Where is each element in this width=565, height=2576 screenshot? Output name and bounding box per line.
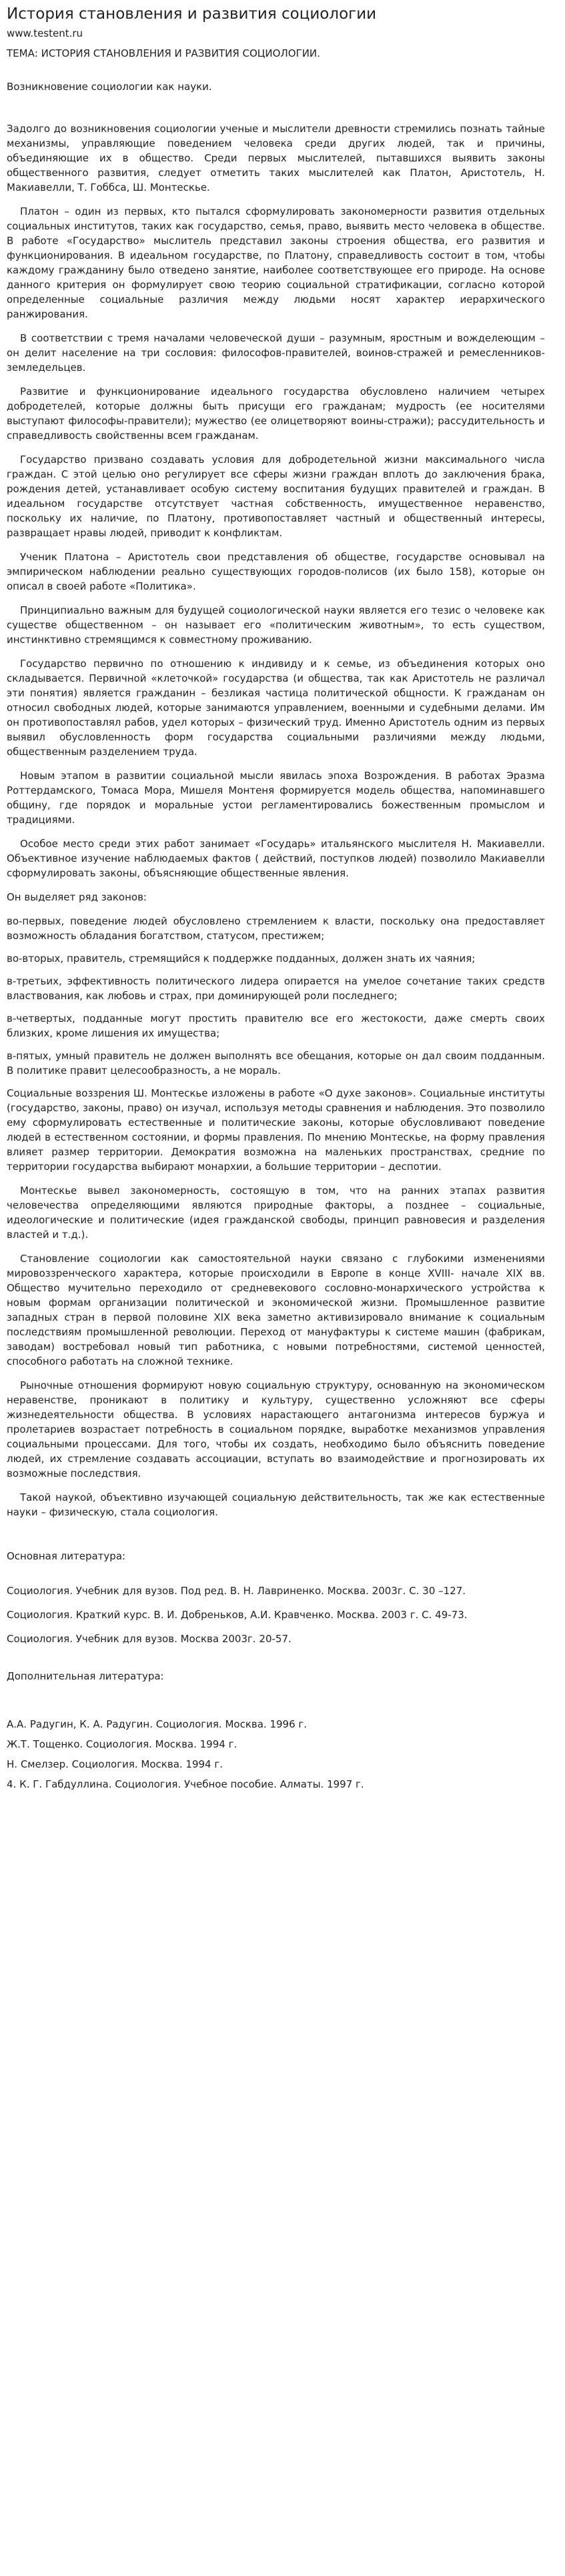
paragraph-thesis: Принципиально важным для будущей социологической науки является его тезис о человеке как существе общественном – он называет его «политическим животным», то есть существом, инстинктивно стремящимся к совместному проживанию. [7, 604, 545, 646]
additional-literature-item: А.А. Радугин, К. А. Радугин. Социология. Москва. 1996 г. [7, 1718, 308, 1730]
law-item: в-четвертых, подданные могут простить правителю все его жестокости, даже смерть своих близких, кроме лишения их имущества; [7, 1013, 545, 1039]
paragraph-citizen: Государство первично по отношению к индивиду и к семье, из объединения которых оно складывается. Первичной «клеточкой» государства (и общества, так как Аристотель не различал эти понятия) является гражданин – безликая частица политической общности. К гражданам он относил свободных людей, которые занимаются управлением, военными и судебными делами. Им он противопоставлял рабов, удел которых – физический труд. Именно Аристотель одним из первых выявил обусловленность форм государства социальными различиями между людьми, общественным разделением труда. [7, 658, 545, 758]
paragraph-virtues: Развитие и функционирование идеального государства обусловлено наличием четырех добродетелей, которые должны быть присущи его гражданам; мудрость (ее носителями выступают философы-правители); мужество (ее олицетворяют воины-стражи); рассудительность и справедливость свойственны всем гражданам. [7, 386, 545, 442]
literature-heading: Основная литература: [7, 1550, 126, 1562]
paragraph-montesquieu: Социальные воззрения Ш. Монтескье изложены в работе «О духе законов». Социальные институты (государство, законы, право) он изучал, используя методы сравнения и наблюдения. Это позволило ему сформулировать естественные и политические законы, которые обусловливают поведение людей в естественном состоянии, и формы правления. По мнению Монтескье, на форму правления влияет размер территории. Демократия возможна на маленьких пространствах, средние по территории государства выбирают монархии, а большие территории – деспотии. [7, 1087, 545, 1173]
paragraph-conclusion: Такой наукой, объективно изучающей социальную действительность, так же как естественные науки – физическую, стала социология. [7, 1491, 545, 1518]
law-item: во-первых, поведение людей обусловлено стремлением к власти, поскольку она предоставляет возможность обладания богатством, статусом, престижем; [7, 915, 545, 942]
section-heading: Возникновение социологии как науки. [7, 81, 212, 93]
paragraph-intro: Задолго до возникновения социологии ученые и мыслители древности стремились познать тайные механизмы, управляющие поведением человека среди других людей, так и причины, объединяющие их в общество. Среди первых мыслителей, пытавшихся выявить законы общественного развития, следует отметить таких мыслителей как Платон, Аристотель, Н. Макиавелли, Т. Гоббса, Ш. Монтескье. [7, 123, 545, 193]
paragraph-renaissance: Новым этапом в развитии социальной мысли явилась эпоха Возрождения. В работах Эразма Роттердамского, Томаса Мора, Мишеля Монтеня формируется модель общества, напоминавшего общину, где порядок и моральные устои регламентировались божественным промыслом и традициями. [7, 770, 545, 826]
literature-item: Социология. Учебник для вузов. Под ред. В. Н. Лавриненко. Москва. 2003г. С. 30 –127. [7, 1585, 466, 1597]
paragraph-aristotle: Ученик Платона – Аристотель свои представления об обществе, государстве основывал на эмпирическом наблюдении реально существующих городов-полисов (их было 158), которые он описал в своей работе «Политика». [7, 551, 545, 592]
literature-item: Социология. Краткий курс. В. И. Добреньков, А.И. Кравченко. Москва. 2003 г. С. 49-73. [7, 1609, 468, 1621]
law-item: в-пятых, умный правитель не должен выполнять все обещания, которые он дал своим подданным. В политике правит целесообразность, а не мораль. [7, 1050, 545, 1077]
additional-literature-item: Н. Смелзер. Социология. Москва. 1994 г. [7, 1758, 223, 1770]
paragraph-market: Рыночные отношения формируют новую социальную структуру, основанную на экономическом неравенстве, проникают в политику и культуру, существенно усложняют все сферы жизнедеятельности общества. В условиях нарастающего антагонизма интересов буржуа и пролетариев возрастает потребность в социальном порядке, выработке механизмов управления социальными процессами. Для того, чтобы их создать, необходимо было объяснить поведение людей, их стремление создавать ассоциации, вступать во взаимодействие и прогнозировать их возможные последствия. [7, 1379, 545, 1479]
paragraph-machiavelli: Особое место среди этих работ занимает «Государь» итальянского мыслителя Н. Макиавелли. Объективное изучение наблюдаемых фактов ( действий, поступков людей) позволило Макиавелли сформулировать законы, объясняющие общественные явления. [7, 838, 545, 879]
paragraph-soul: В соответствии с тремя началами человеческой души – разумным, яростным и вожделеющим – он делит население на три сословия: философов-правителей, воинов-стражей и ремесленников-земледельцев. [7, 332, 545, 374]
law-item: во-вторых, правитель, стремящийся к поддержке подданных, должен знать их чаяния; [7, 952, 476, 964]
topic-line: ТЕМА: ИСТОРИЯ СТАНОВЛЕНИЯ И РАЗВИТИЯ СОЦИОЛОГИИ. [7, 47, 320, 59]
document-title: История становления и развития социологии [7, 5, 377, 23]
additional-literature-item: Ж.Т. Тощенко. Социология. Москва. 1994 г. [7, 1738, 237, 1750]
paragraph-state: Государство призвано создавать условия для добродетельной жизни максимального числа граждан. С этой целью оно регулирует все сферы жизни граждан вплоть до заключения брака, рождения детей, устанавливает особую систему воспитания будущих правителей и граждан. В идеальном государстве отсутствует частная собственность, имущественное неравенство, поскольку их наличие, по Платону, противопоставляет частный и общественный интересы, развращает нравы людей, приводит к конфликтам. [7, 454, 545, 539]
site-url: www.testent.ru [7, 27, 83, 39]
paragraph-formation: Становление социологии как самостоятельной науки связано с глубокими изменениями мировоззренческого характера, которые происходили в Европе в конце XVIII- начале XIX вв. Общество мучительно переходило от средневекового сословно-монархического устройства к новым формам организации политической и экономической жизни. Промышленное развитие западных стран в первой половине XIX века заметно активизировало внимание к социальным последствиям промышленной революции. Переход от мануфактуры к системе машин (фабрикам, заводам) востребовал новый тип работника, с новыми потребностями, системой ценностей, способного работать на сложной технике. [7, 1253, 545, 1367]
paragraph-plato: Платон – один из первых, кто пытался сформулировать закономерности развития отдельных социальных институтов, таких как государство, семья, право, выявить место человека в обществе. В работе «Государство» мыслитель представил законы строения общества, его развития и функционирования. В идеальном государстве, по Платону, справедливость состоит в том, чтобы каждому гражданину было отведено занятие, наиболее соответствующее его природе. На основе данного критерия он формулирует свою теорию социальной стратификации, согласно которой определенные социальные различия между людьми носят характер иерархического ранжирования. [7, 205, 545, 320]
additional-literature-item: 4. К. Г. Габдуллина. Социология. Учебное пособие. Алматы. 1997 г. [7, 1778, 364, 1790]
law-item: в-третьих, эффективность политического лидера опирается на умелое сочетание таких средств властвования, как любовь и страх, при доминирующей роли последнего; [7, 975, 545, 1002]
literature-item: Социология. Учебник для вузов. Москва 2003г. 20-57. [7, 1633, 292, 1645]
laws-intro: Он выделяет ряд законов: [7, 891, 147, 903]
document-page [0, 4, 552, 1810]
paragraph-montesquieu-law: Монтескье вывел закономерность, состоящую в том, что на ранних этапах развития человечества определяющими являются природные факторы, а позднее – социальные, идеологические и политические (идея гражданской свободы, принцип равновесия и разделения властей и т.д.). [7, 1185, 545, 1241]
additional-literature-heading: Дополнительная литература: [7, 1670, 164, 1682]
